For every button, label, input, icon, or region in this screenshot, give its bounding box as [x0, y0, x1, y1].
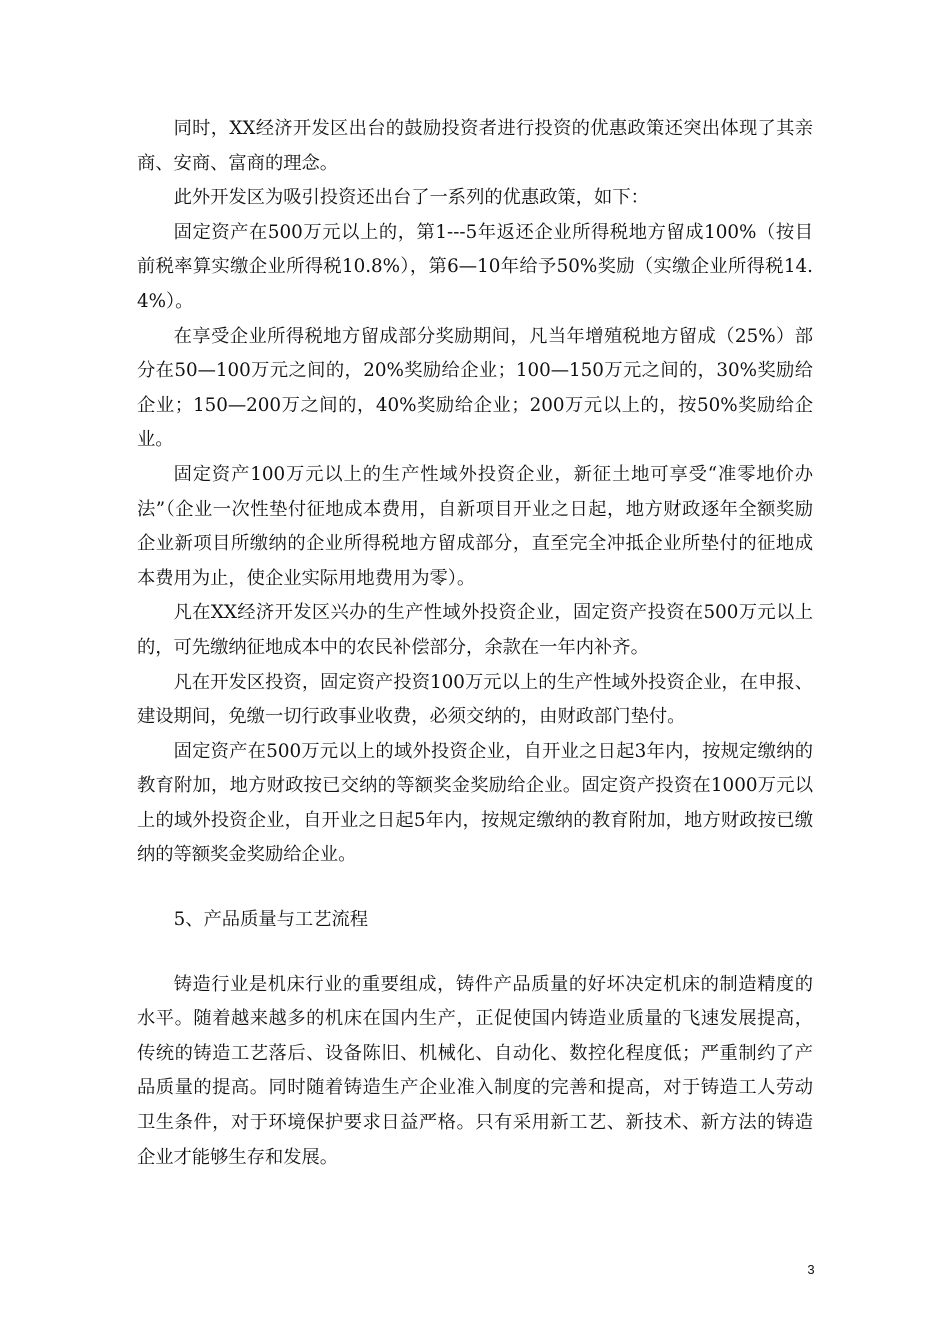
document-body — [137, 112, 813, 1175]
section-heading: 5、产品质量与工艺流程 — [173, 909, 369, 931]
paragraph-education-surcharge: 固定资产在500万元以上的域外投资企业，自开业之日起3年内，按规定缴纳的教育附加，地方财政按已交纳的等额奖金奖励给企业。固定资产投资在1000万元以上的域外投资企业，自开业之日起5年内，按规定缴纳的教育附加，地方财政按已缴纳的等额奖金奖励给企业。 — [137, 740, 813, 866]
paragraph-casting-industry: 铸造行业是机床行业的重要组成，铸件产品质量的好坏决定机床的制造精度的水平。随着越来越多的机床在国内生产，正促使国内铸造业质量的飞速发展提高，传统的铸造工艺落后、设备陈旧、机械化、自动化、数控化程度低；严重制约了产品质量的提高。同时随着铸造生产企业准入制度的完善和提高，对于铸造工人劳动卫生条件，对于环境保护要求日益严格。只有采用新工艺、新技术、新方法的铸造企业才能够生存和发展。 — [137, 973, 813, 1168]
page-number: 3 — [807, 1262, 815, 1277]
paragraph-vat-reward: 在享受企业所得税地方留成部分奖励期间，凡当年增殖税地方留成（25%）部分在50—100万元之间的，20%奖励给企业；100—150万元之间的，30%奖励给企业；150—200万之间的，40%奖励给企业；200万元以上的，按50%奖励给企业。 — [137, 325, 813, 451]
paragraph-zero-land-price: 固定资产100万元以上的生产性域外投资企业，新征土地可享受“准零地价办法”（企业一次性垫付征地成本费用，自新项目开业之日起，地方财政逐年全额奖励企业新项目所缴纳的企业所得税地方留成部分，直至完全冲抵企业所垫付的征地成本费用为止，使企业实际用地费用为零）。 — [137, 463, 813, 589]
paragraph-investment-philosophy: 同时，XX经济开发区出台的鼓励投资者进行投资的优惠政策还突出体现了其亲商、安商、富商的理念。 — [137, 118, 813, 174]
paragraph-policy-intro: 此外开发区为吸引投资还出台了一系列的优惠政策，如下： — [173, 187, 649, 209]
paragraph-income-tax-refund: 固定资产在500万元以上的，第1---5年返还企业所得税地方留成100%（按目前税率算实缴企业所得税10.8%），第6—10年给予50%奖励（实缴企业所得税14.4%）。 — [137, 221, 813, 312]
paragraph-land-cost-payment: 凡在XX经济开发区兴办的生产性域外投资企业，固定资产投资在500万元以上的，可先缴纳征地成本中的农民补偿部分，余款在一年内补齐。 — [137, 602, 813, 658]
paragraph-fee-exemption: 凡在开发区投资，固定资产投资100万元以上的生产性域外投资企业，在申报、建设期间，免缴一切行政事业收费，必须交纳的，由财政部门垫付。 — [137, 671, 813, 728]
